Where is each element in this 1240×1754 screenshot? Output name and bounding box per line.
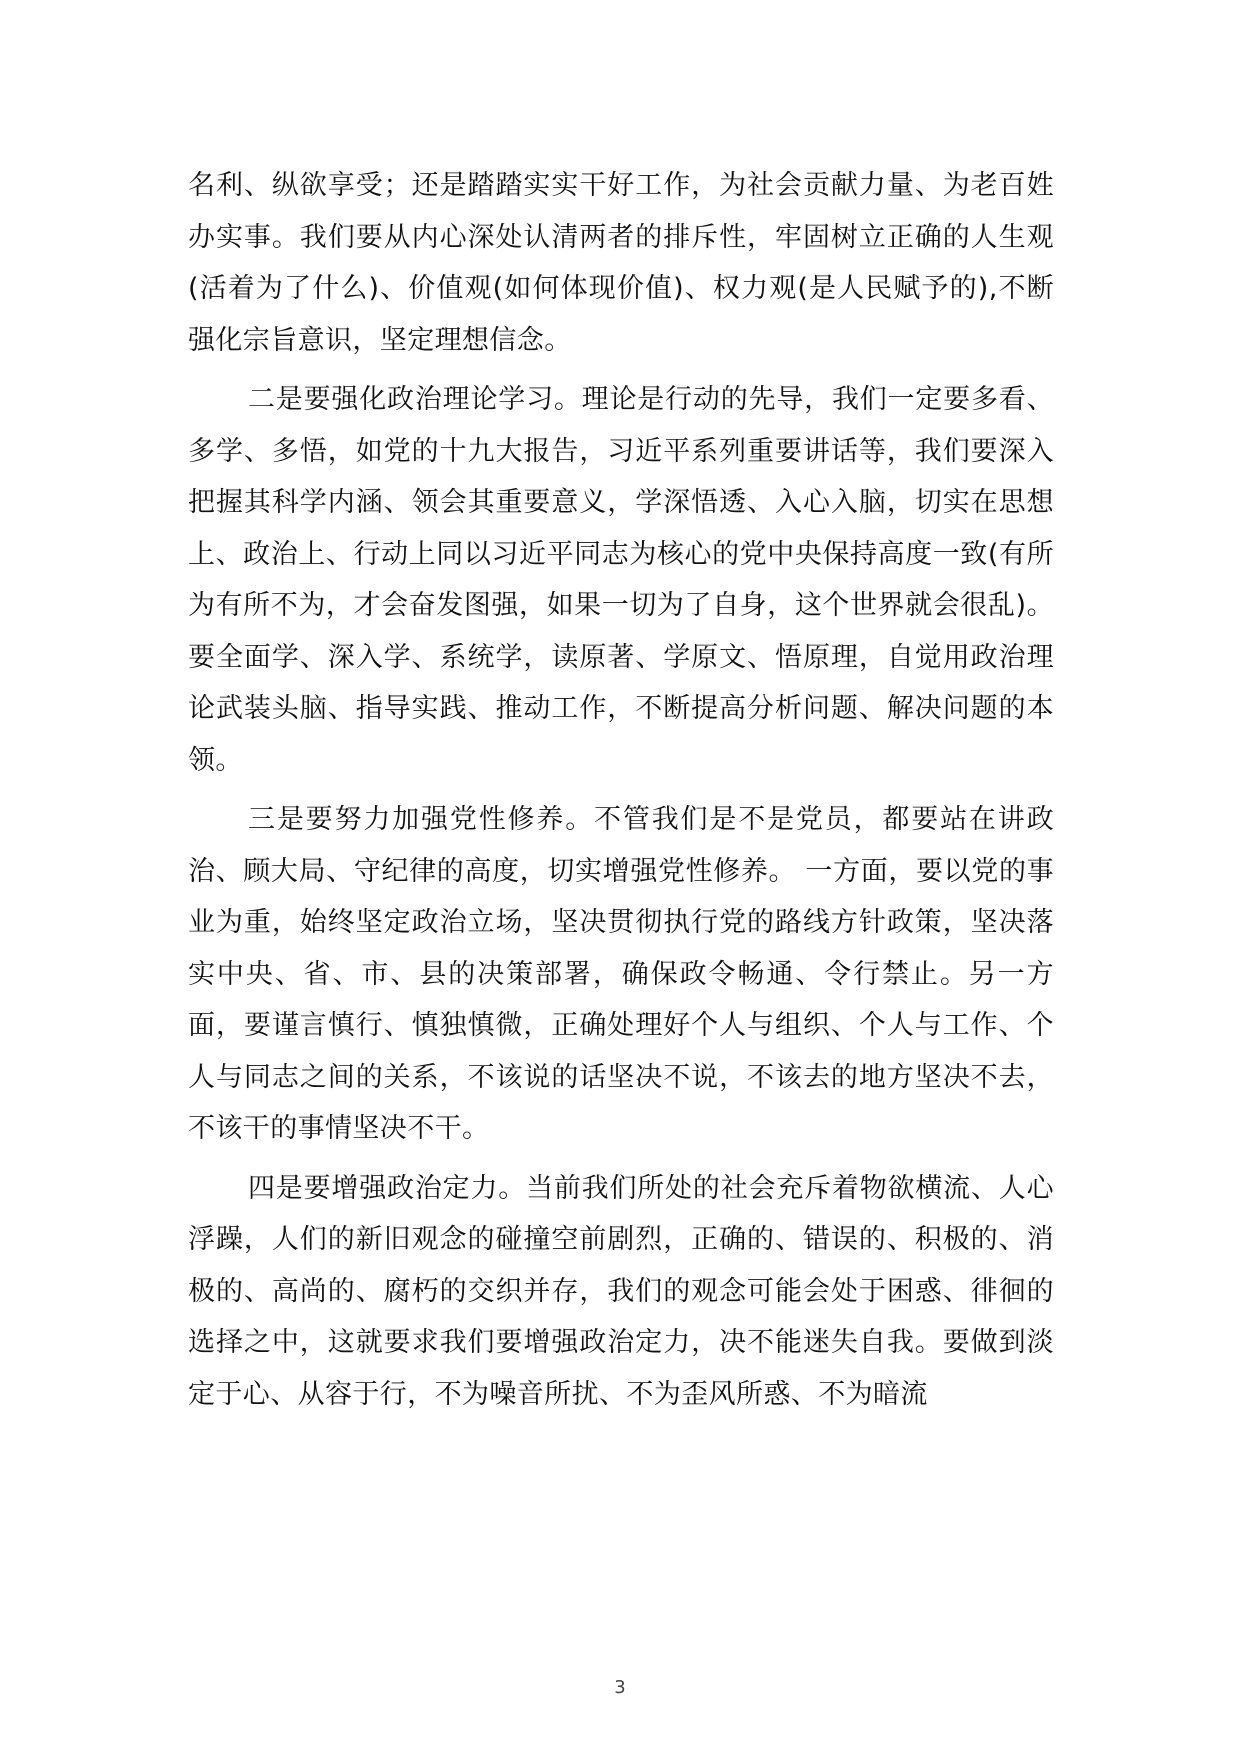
page-number: 3: [614, 1677, 626, 1698]
paragraph-political-theory: 二是要强化政治理论学习。理论是行动的先导，我们一定要多看、多学、多悟，如党的十九大报告，习近平系列重要讲话等，我们要深入把握其科学内涵、领会其重要意义，学深悟透、入心入脑，切实在思想上、政治上、行动上同以习近平同志为核心的党中央保持高度一致(有所为有所不为，才会奋发图强，如果一切为了自身，这个世界就会很乱)。要全面学、深入学、系统学，读原著、学原文、悟原理，自觉用政治理论武装头脑、指导实践、推动工作，不断提高分析问题、解决问题的本领。: [188, 384, 1054, 776]
body-text: [188, 160, 1054, 1420]
paragraph-continuation: 名利、纵欲享受；还是踏踏实实干好工作，为社会贡献力量、为老百姓办实事。我们要从内心深处认清两者的排斥性，牢固树立正确的人生观(活着为了什么)、价值观(如何体现价值)、权力观(是人民赋予的),不断强化宗旨意识，坚定理想信念。: [188, 170, 1054, 356]
paragraph-political-determination: 四是要增强政治定力。当前我们所处的社会充斥着物欲横流、人心浮躁，人们的新旧观念的碰撞空前剧烈，正确的、错误的、积极的、消极的、高尚的、腐朽的交织并存，我们的观念可能会处于困惑、徘徊的选择之中，这就要求我们要增强政治定力，决不能迷失自我。要做到淡定于心、从容于行，不为噪音所扰、不为歪风所惑、不为暗流: [188, 1172, 1054, 1410]
paragraph-party-spirit: 三是要努力加强党性修养。不管我们是不是党员，都要站在讲政治、顾大局、守纪律的高度，切实增强党性修养。 一方面，要以党的事业为重，始终坚定政治立场，坚决贯彻执行党的路线方针政策，坚决落实中央、省、市、县的决策部署，确保政令畅通、令行禁止。另一方面，要谨言慎行、慎独慎微，正确处理好个人与组织、个人与工作、个人与同志之间的关系，不该说的话坚决不说，不该去的地方坚决不去，不该干的事情坚决不干。: [188, 804, 1054, 1144]
